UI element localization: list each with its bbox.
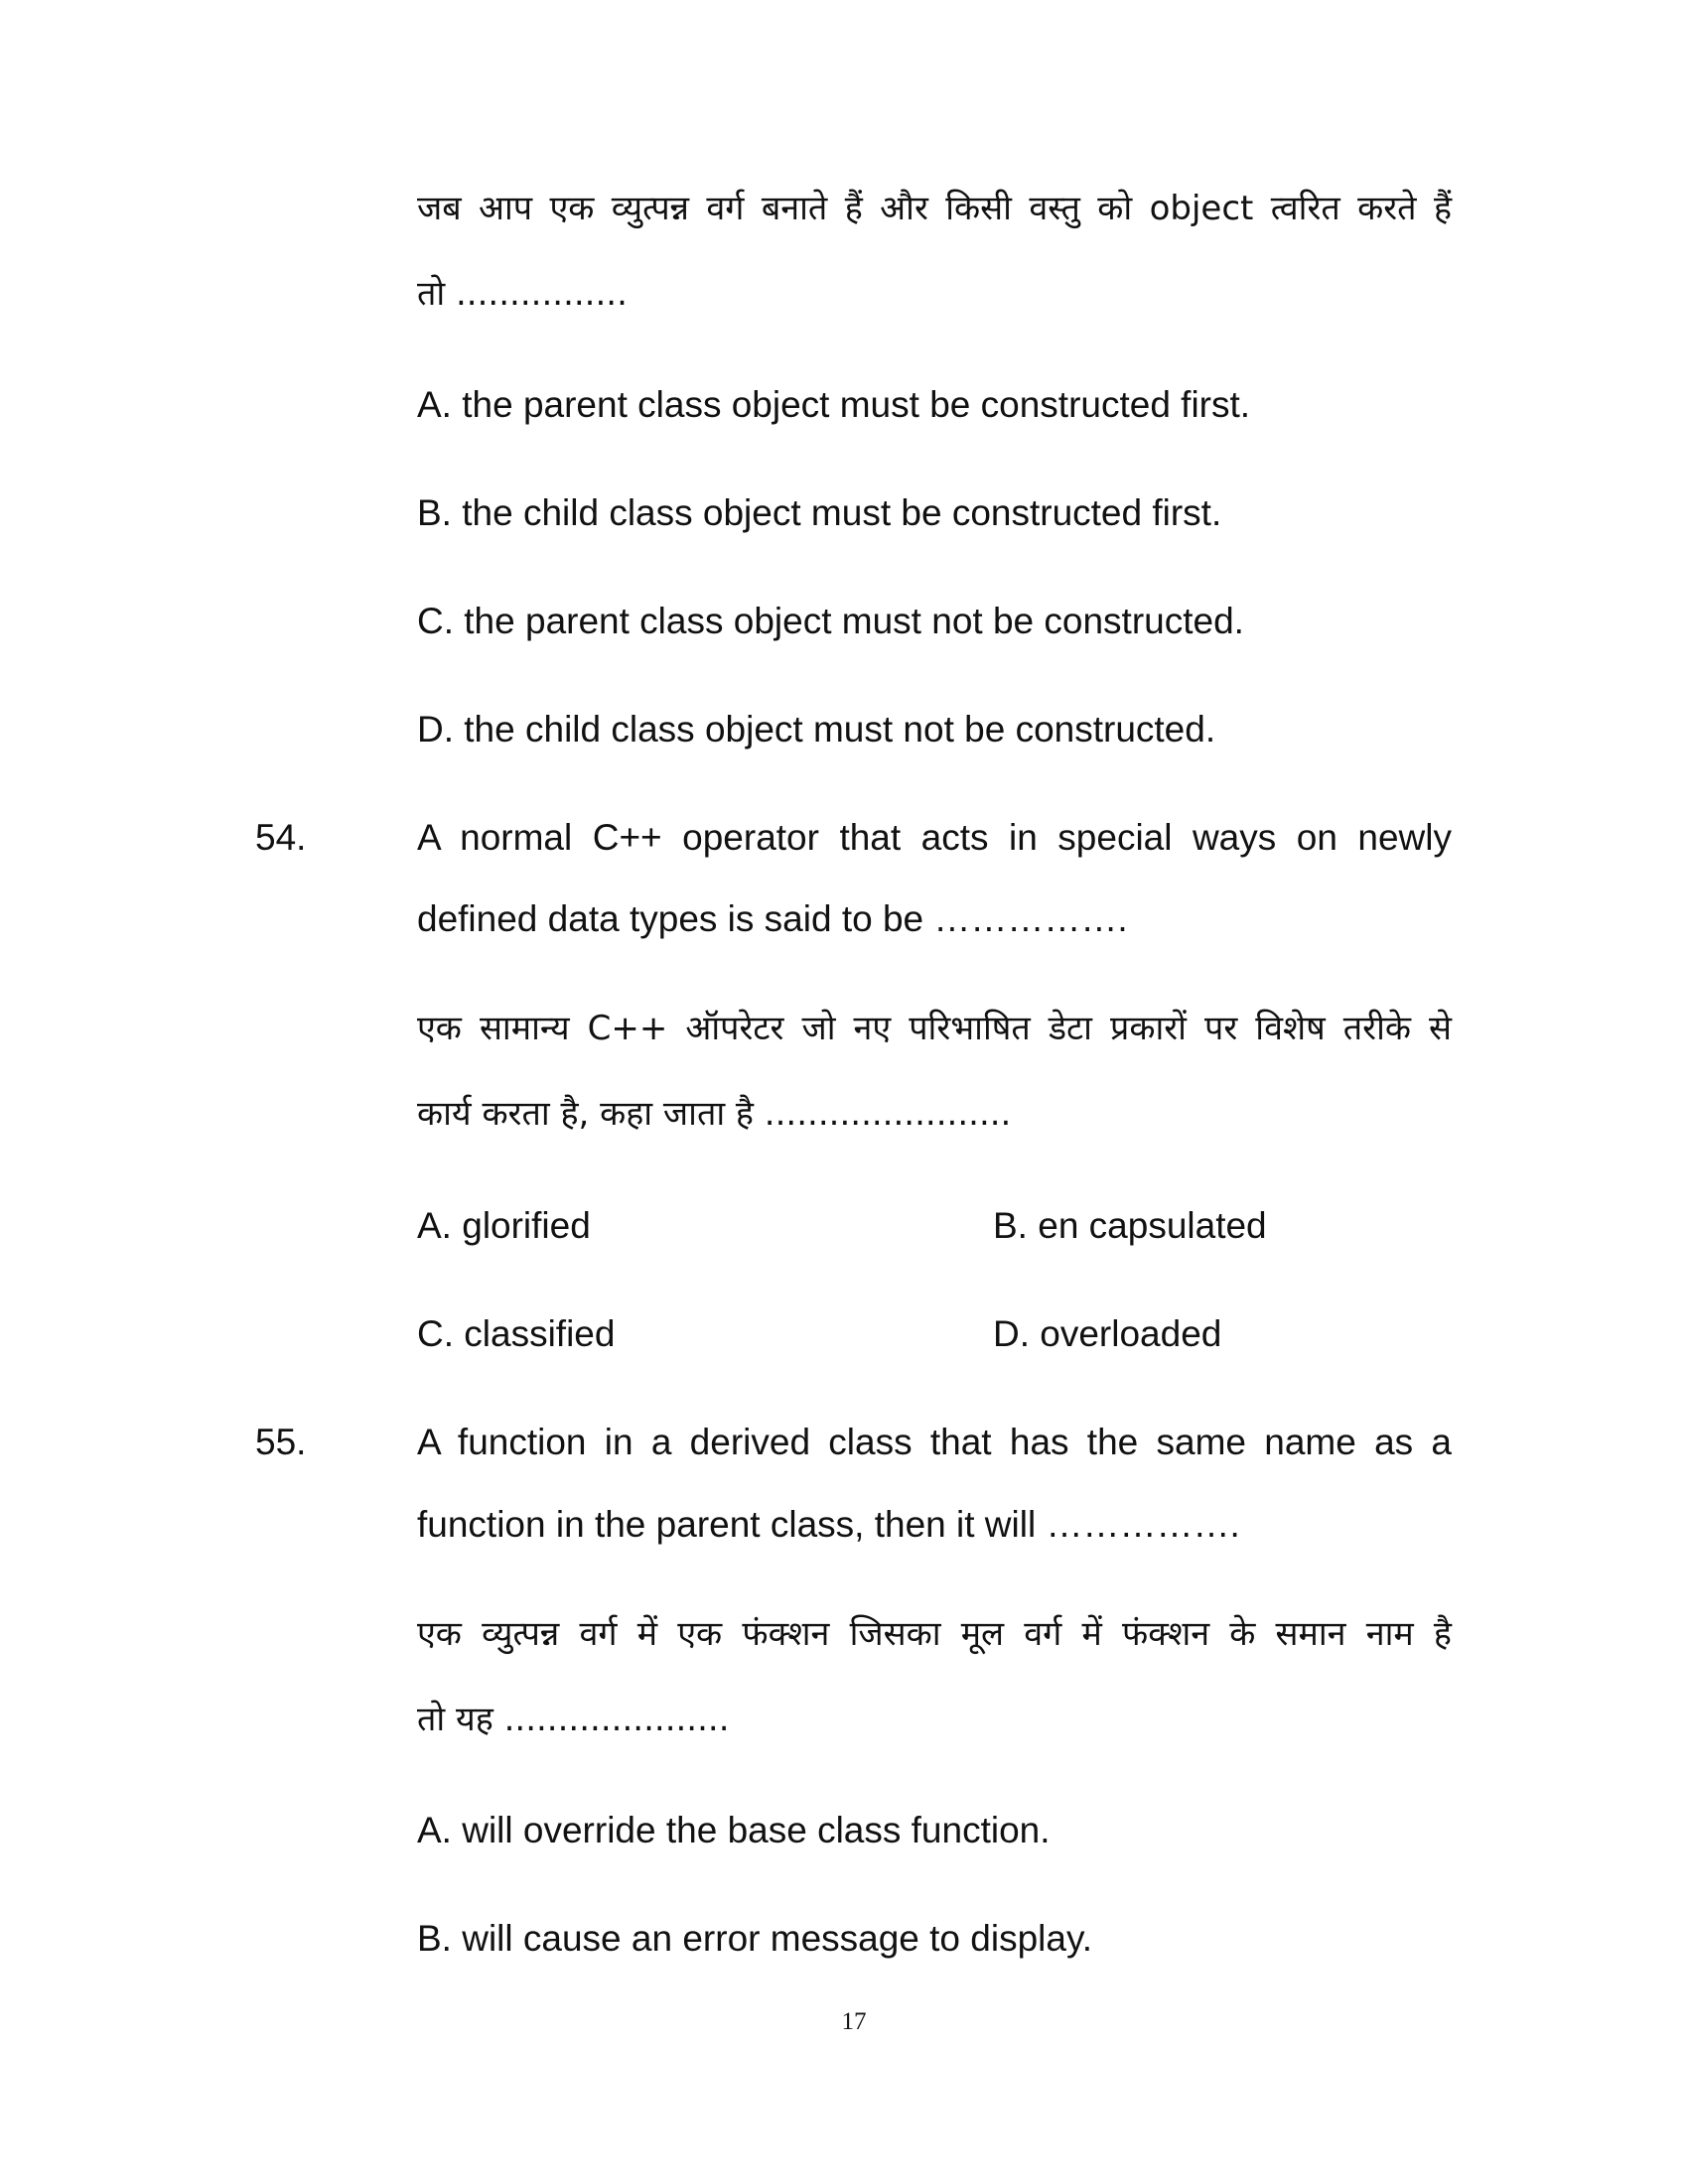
q55-hindi-line-2: तो यह ..................... — [417, 1700, 730, 1739]
q55-option-a: A. will override the base class function. — [417, 1810, 1051, 1850]
q53-option-a: A. the parent class object must be constructed first. — [417, 384, 1251, 425]
q55-option-b: B. will cause an error message to display. — [417, 1918, 1093, 1959]
q53-option-b: B. the child class object must be constructed first. — [417, 492, 1222, 533]
q53-hindi-line-1: जब आप एक व्युत्पन्न वर्ग बनाते हैं और किसी वस्तु को object त्वरित करते हैं — [417, 189, 1452, 228]
q54-number: 54. — [255, 817, 307, 858]
q55-number: 55. — [255, 1422, 307, 1462]
page-number: 17 — [841, 2008, 867, 2035]
q54-english-line-2: defined data types is said to be ……………. — [417, 898, 1128, 939]
q53-option-c: C. the parent class object must not be constructed. — [417, 601, 1244, 641]
q54-english-line-1: A normal C++ operator that acts in special ways on newly — [417, 817, 1452, 858]
q55-english-line-2: function in the parent class, then it will ……………. — [417, 1504, 1240, 1545]
q55-hindi-line-1: एक व्युत्पन्न वर्ग में एक फंक्शन जिसका मूल वर्ग में फंक्शन के समान नाम है — [417, 1614, 1452, 1654]
q53-hindi-line-2: तो ................ — [417, 274, 628, 314]
q54-option-d: D. overloaded — [993, 1313, 1222, 1354]
q54-option-a: A. glorified — [417, 1205, 591, 1246]
q54-hindi-line-2: कार्य करता है, कहा जाता है ....................... — [417, 1094, 1012, 1134]
q54-hindi-line-1: एक सामान्य C++ ऑपरेटर जो नए परिभाषित डेटा प्रकारों पर विशेष तरीके से — [417, 1009, 1452, 1048]
q55-english-line-1: A function in a derived class that has the same name as a — [417, 1422, 1452, 1462]
q53-option-d: D. the child class object must not be constructed. — [417, 709, 1216, 750]
q54-option-c: C. classified — [417, 1313, 616, 1354]
q54-option-b: B. en capsulated — [993, 1205, 1267, 1246]
